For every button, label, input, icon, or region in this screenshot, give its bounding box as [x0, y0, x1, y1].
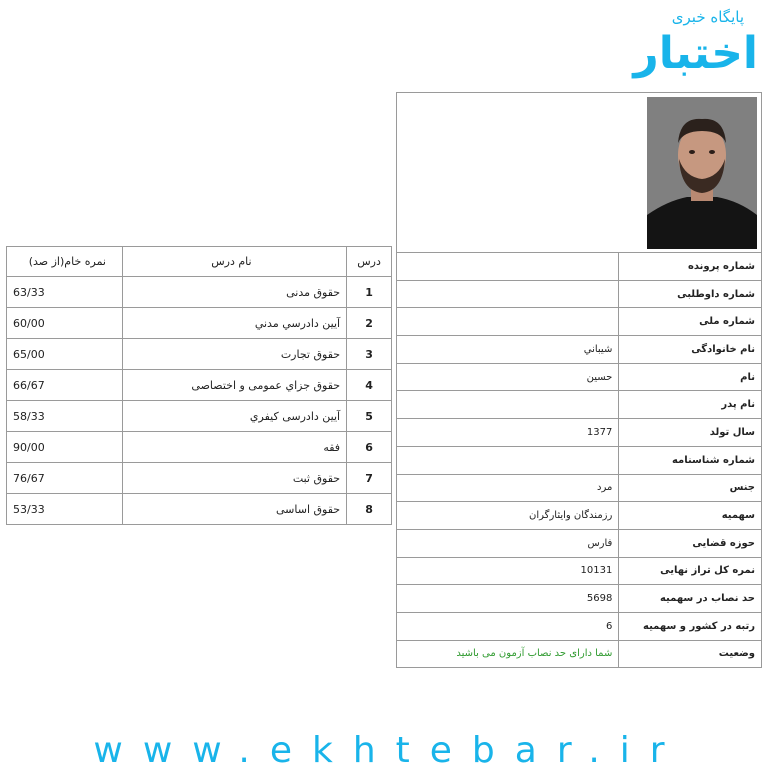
info-row: [397, 529, 762, 557]
info-row: [397, 363, 762, 391]
course-score: 53/33: [7, 494, 123, 525]
info-row: [397, 280, 762, 308]
info-value: [397, 280, 619, 308]
grade-row: [7, 370, 392, 401]
info-row: [397, 391, 762, 419]
course-number: 3: [347, 339, 392, 370]
info-row: [397, 419, 762, 447]
header-course-num: درس: [347, 247, 392, 277]
info-value: [397, 253, 619, 281]
info-value: رزمندگان وايثارگران: [397, 502, 619, 530]
info-value: [397, 308, 619, 336]
grades-table: [6, 246, 392, 525]
info-label: جنس: [619, 474, 762, 502]
grade-row: [7, 339, 392, 370]
grade-row: [7, 463, 392, 494]
info-value: [397, 391, 619, 419]
course-name: حقوق تجارت: [122, 339, 346, 370]
info-value: [397, 446, 619, 474]
candidate-photo-image: [647, 97, 757, 249]
info-row: [397, 585, 762, 613]
info-label: سهمیه: [619, 502, 762, 530]
course-score: 76/67: [7, 463, 123, 494]
info-value: شيباني: [397, 336, 619, 364]
course-score: 58/33: [7, 401, 123, 432]
course-score: 90/00: [7, 432, 123, 463]
course-name: فقه: [122, 432, 346, 463]
grade-row: [7, 432, 392, 463]
info-value: مرد: [397, 474, 619, 502]
course-score: 63/33: [7, 277, 123, 308]
course-name: آيين دادرسي مدني: [122, 308, 346, 339]
header-course-name: نام درس: [122, 247, 346, 277]
course-name: حقوق اساسی: [122, 494, 346, 525]
logo-title: اختبار: [633, 28, 758, 79]
info-label: نام خانوادگی: [619, 336, 762, 364]
grade-row: [7, 401, 392, 432]
candidate-photo: [647, 97, 757, 249]
info-row: [397, 446, 762, 474]
info-row: [397, 557, 762, 585]
info-row: [397, 640, 762, 668]
info-label: سال تولد: [619, 419, 762, 447]
logo-subtitle: پایگاه خبری: [671, 8, 744, 26]
info-value: 6: [397, 612, 619, 640]
course-name: حقوق جزاي عمومی و اختصاصی: [122, 370, 346, 401]
info-label: حوزه قضایی: [619, 529, 762, 557]
info-label: شماره پرونده: [619, 253, 762, 281]
course-number: 4: [347, 370, 392, 401]
info-value: 10131: [397, 557, 619, 585]
course-number: 8: [347, 494, 392, 525]
status-value: شما دارای حد نصاب آزمون می باشید: [397, 640, 619, 668]
info-value: حسين: [397, 363, 619, 391]
course-score: 60/00: [7, 308, 123, 339]
grade-row: [7, 494, 392, 525]
info-value: فارس: [397, 529, 619, 557]
website-url: www.ekhtebar.ir: [93, 730, 685, 768]
info-value: 1377: [397, 419, 619, 447]
info-value: 5698: [397, 585, 619, 613]
header-raw-score: نمره خام(از صد): [7, 247, 123, 277]
info-label: نام: [619, 363, 762, 391]
info-label: شماره داوطلبی: [619, 280, 762, 308]
grade-row: [7, 277, 392, 308]
info-row: [397, 502, 762, 530]
info-row: [397, 612, 762, 640]
info-label: شماره ملی: [619, 308, 762, 336]
course-name: حقوق ثبت: [122, 463, 346, 494]
course-score: 66/67: [7, 370, 123, 401]
course-name: حقوق مدنی: [122, 277, 346, 308]
info-label: نام پدر: [619, 391, 762, 419]
info-row: [397, 308, 762, 336]
site-logo: [622, 6, 762, 92]
personal-info-table: [396, 252, 762, 668]
course-score: 65/00: [7, 339, 123, 370]
info-label: نمره کل تراز نهایی: [619, 557, 762, 585]
info-label: رتبه در کشور و سهمیه: [619, 612, 762, 640]
course-number: 6: [347, 432, 392, 463]
info-row: [397, 253, 762, 281]
course-number: 1: [347, 277, 392, 308]
info-row: [397, 474, 762, 502]
photo-frame: [396, 92, 762, 252]
info-label: شماره شناسنامه: [619, 446, 762, 474]
info-row: [397, 336, 762, 364]
grade-row: [7, 308, 392, 339]
info-label: حد نصاب در سهمیه: [619, 585, 762, 613]
grades-header-row: [7, 247, 392, 277]
course-number: 7: [347, 463, 392, 494]
course-number: 5: [347, 401, 392, 432]
course-number: 2: [347, 308, 392, 339]
course-name: آيين دادرسی كيفري: [122, 401, 346, 432]
info-label: وضعیت: [619, 640, 762, 668]
